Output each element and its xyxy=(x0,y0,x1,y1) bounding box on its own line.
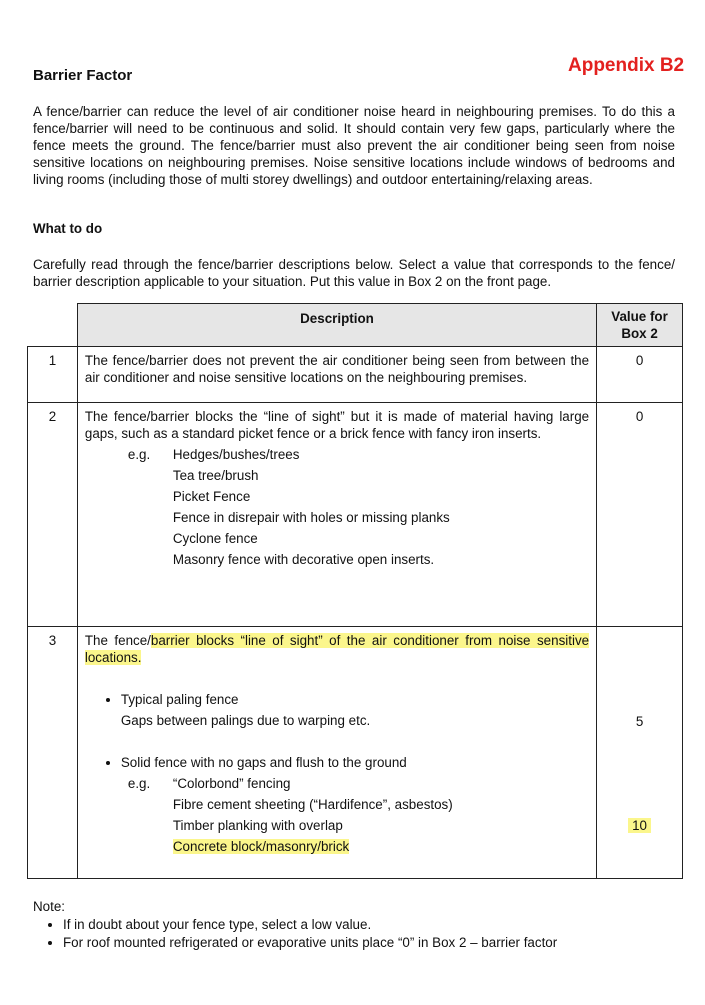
row-value: 0 xyxy=(597,347,683,403)
row-description-cell xyxy=(77,627,596,879)
examples-block xyxy=(85,446,589,572)
example-item: Timber planking with overlap xyxy=(172,818,343,833)
examples-block xyxy=(85,775,589,859)
example-item: Masonry fence with decorative open inserts. xyxy=(172,552,435,567)
example-item: Cyclone fence xyxy=(172,531,258,546)
table-row xyxy=(28,347,683,403)
table-row xyxy=(28,627,683,879)
row-value: 5 xyxy=(635,714,644,729)
example-item xyxy=(173,838,453,855)
row-description: The fence/barrier blocks the “line of sight” but it is made of material having large gaps, such as a standard picket fence or a brick fence with fancy iron inserts. xyxy=(84,409,590,441)
row-description-highlight: barrier blocks “line of sight” of the air conditioner from noise sensitive locations. xyxy=(84,633,590,665)
highlighted-example: Concrete block/masonry/brick xyxy=(172,839,350,854)
example-item: Hedges/bushes/trees xyxy=(172,447,300,462)
eg-label: e.g. xyxy=(127,776,151,791)
note-item: • For roof mounted refrigerated or evaporative units place “0” in Box 2 – barrier factor xyxy=(63,934,557,952)
note-item: • If in doubt about your fence type, select a low value. xyxy=(63,916,557,934)
example-item: Fibre cement sheeting (“Hardifence”, asbestos) xyxy=(172,797,453,812)
row-value xyxy=(597,817,682,834)
notes-section xyxy=(33,898,557,952)
instructions-paragraph: Carefully read through the fence/barrier descriptions below. Select a value that corresponds to the fence/ barrier description applicable to your situation. Put this value in Box 2 on the front page. xyxy=(33,257,675,289)
row-description xyxy=(85,632,589,666)
row-value: 0 xyxy=(597,403,683,627)
row-description-cell xyxy=(77,403,596,627)
bullet-list xyxy=(85,691,589,771)
example-item: Tea tree/brush xyxy=(172,468,259,483)
example-item: “Colorbond” fencing xyxy=(172,776,291,791)
example-item: Picket Fence xyxy=(172,489,251,504)
highlighted-value: 10 xyxy=(628,818,651,833)
page-title: Barrier Factor xyxy=(33,67,133,84)
header-description: Description xyxy=(77,304,596,347)
bullet-item xyxy=(121,754,589,771)
row-number: 1 xyxy=(28,347,78,403)
row-value-cell xyxy=(597,627,683,879)
bullet-title: • Solid fence with no gaps and flush to the ground xyxy=(120,755,407,770)
table-header-row xyxy=(28,304,683,347)
examples-list xyxy=(173,775,453,859)
bullet-title: • Typical paling fence xyxy=(120,692,239,707)
table-row xyxy=(28,403,683,627)
notes-list xyxy=(33,916,557,952)
notes-label: Note: xyxy=(33,899,66,914)
appendix-label: Appendix B2 xyxy=(568,55,685,76)
bullet-subtext: Gaps between palings due to warping etc. xyxy=(120,713,371,728)
row-description-plain: The fence/ xyxy=(84,633,151,648)
intro-paragraph: A fence/barrier can reduce the level of air conditioner noise heard in neighbouring premises. To do this a fence/barrier will need to be continuous and solid. It should contain very few gaps, particularly where the fence meets the ground. The fence/barrier must also prevent the air conditioner being seen from noise sensitive locations on neighbouring premises. Noise sensitive locations include windows of bedrooms and living rooms (including those of multi storey dwellings) and outdoor entertaining/relaxing areas. xyxy=(33,104,675,187)
row-number: 2 xyxy=(28,403,78,627)
row-description: The fence/barrier does not prevent the air conditioner being seen from between the air conditioner and noise sensitive locations on the neighbouring premises. xyxy=(77,347,596,403)
header-value: Value for Box 2 xyxy=(597,304,683,347)
header-blank-cell xyxy=(28,304,78,347)
example-item: Fence in disrepair with holes or missing planks xyxy=(172,510,450,525)
examples-list xyxy=(173,446,450,572)
eg-label: e.g. xyxy=(127,447,151,462)
barrier-factor-table xyxy=(27,303,683,879)
what-to-do-heading: What to do xyxy=(33,221,103,236)
bullet-item xyxy=(121,691,589,729)
row-number: 3 xyxy=(28,627,78,879)
